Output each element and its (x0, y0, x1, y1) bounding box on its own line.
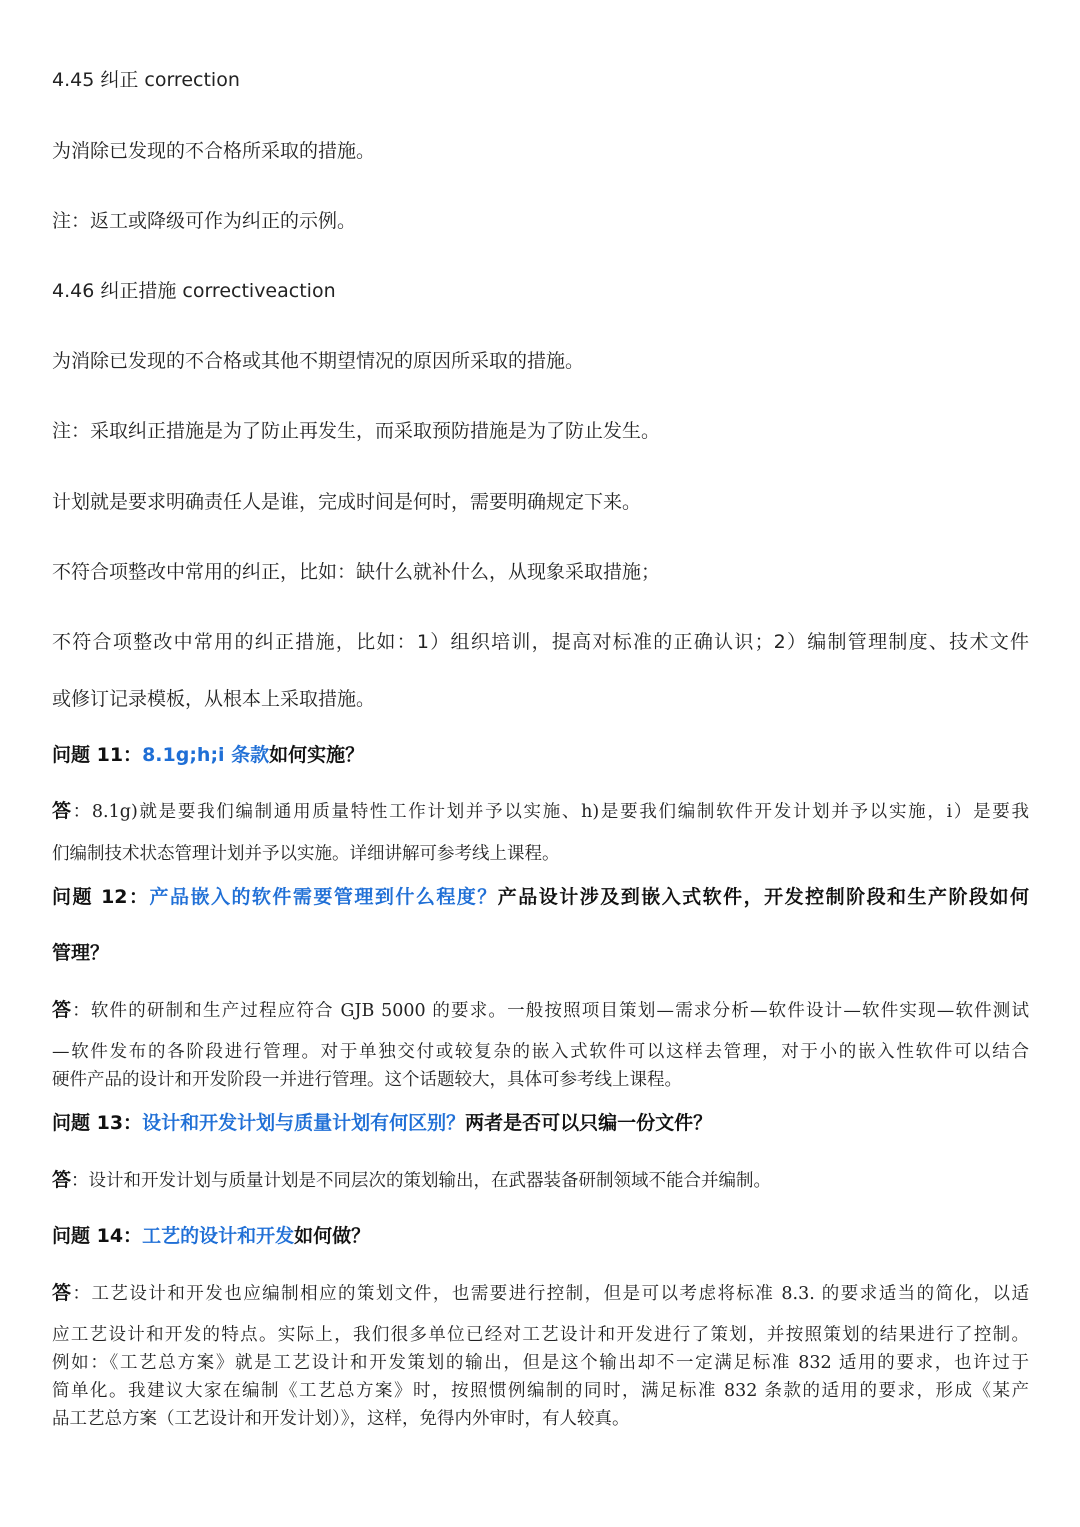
question-suffix: 如何实施？ (269, 744, 365, 766)
question-suffix: 两者是否可以只编一份文件？ (465, 1112, 713, 1134)
section-4-45-definition: 为消除已发现的不合格所采取的措施。 (52, 140, 376, 162)
answer-text: ：设计和开发计划与质量计划是不同层次的策划输出，在武器装备研制领域不能合并编制。 (71, 1171, 772, 1191)
answer-13-line1 (52, 1166, 771, 1195)
question-highlight: 设计和开发计划与质量计划有何区别？ (142, 1112, 466, 1134)
section-4-46-definition: 为消除已发现的不合格或其他不期望情况的原因所采取的措施。 (52, 350, 585, 372)
section-4-46-note: 注：采取纠正措施是为了防止再发生，而采取预防措施是为了防止发生。 (52, 420, 661, 442)
question-highlight: 产品嵌入的软件需要管理到什么程度？ (149, 886, 498, 908)
answer-14-line2: 应工艺设计和开发的特点。实际上，我们很多单位已经对工艺设计和开发进行了策划，并按照策划的结果进行了控制。 (52, 1325, 1029, 1345)
paragraph-correction: 不符合项整改中常用的纠正，比如：缺什么就补什么，从现象采取措施； (52, 561, 661, 583)
answer-label: 答 (52, 1282, 73, 1304)
answer-text: ：8.1g)就是要我们编制通用质量特性工作计划并予以实施、h)是要我们编制软件开发计划并予以实施，i）是要我 (72, 802, 1029, 822)
answer-label: 答 (52, 1169, 72, 1191)
answer-text: ：软件的研制和生产过程应符合 GJB 5000 的要求。一般按照项目策划—需求分析—软件设计—软件实现—软件测试 (72, 1001, 1029, 1021)
answer-14-line3: 例如：《工艺总方案》就是工艺设计和开发策划的输出，但是这个输出却不一定满足标准 832 适用的要求，也许过于 (52, 1353, 1029, 1373)
question-highlight: 8.1g;h;i 条款 (142, 744, 270, 766)
answer-12-line3: 硬件产品的设计和开发阶段一并进行管理。这个话题较大，具体可参考线上课程。 (52, 1070, 682, 1090)
answer-14-line1 (52, 1279, 1029, 1308)
question-12-line1 (52, 883, 1029, 911)
section-4-46-heading: 4.46 纠正措施 correctiveaction (52, 280, 336, 302)
answer-12-line2: —软件发布的各阶段进行管理。对于单独交付或较复杂的嵌入式软件可以这样去管理，对于小的嵌入性软件可以结合 (52, 1042, 1029, 1062)
question-14 (52, 1222, 370, 1250)
answer-12-line1 (52, 996, 1029, 1025)
answer-11-line1 (52, 797, 1029, 826)
section-4-45-heading: 4.45 纠正 correction (52, 69, 240, 91)
answer-text: ：工艺设计和开发也应编制相应的策划文件，也需要进行控制，但是可以考虑将标准 8.3. 的要求适当的简化，以适 (72, 1284, 1029, 1304)
question-prefix: 问题 14： (52, 1225, 143, 1247)
question-suffix: 如何做？ (294, 1225, 371, 1247)
answer-label: 答 (52, 999, 73, 1021)
question-13 (52, 1109, 712, 1137)
question-prefix: 问题 13： (52, 1112, 143, 1134)
question-12-line2: 管理？ (52, 942, 110, 964)
section-4-45-note: 注：返工或降级可作为纠正的示例。 (52, 210, 357, 232)
question-11 (52, 741, 364, 769)
question-highlight: 工艺的设计和开发 (142, 1225, 295, 1247)
paragraph-corrective-action-line1: 不符合项整改中常用的纠正措施，比如：1）组织培训，提高对标准的正确认识；2）编制管理制度、技术文件 (52, 631, 1029, 653)
answer-11-line2: 们编制技术状态管理计划并予以实施。详细讲解可参考线上课程。 (52, 844, 560, 864)
question-prefix: 问题 12： (52, 886, 150, 908)
paragraph-plan: 计划就是要求明确责任人是谁，完成时间是何时，需要明确规定下来。 (52, 491, 642, 513)
question-suffix: 产品设计涉及到嵌入式软件，开发控制阶段和生产阶段如何 (497, 886, 1029, 908)
paragraph-corrective-action-line2: 或修订记录模板，从根本上采取措施。 (52, 688, 376, 710)
answer-label: 答 (52, 800, 73, 822)
answer-14-line4: 简单化。我建议大家在编制《工艺总方案》时，按照惯例编制的同时，满足标准 832 条款的适用的要求，形成《某产 (52, 1381, 1029, 1401)
question-prefix: 问题 11： (52, 744, 143, 766)
answer-14-line5: 品工艺总方案（工艺设计和开发计划）》，这样，免得内外审时，有人较真。 (52, 1409, 630, 1429)
